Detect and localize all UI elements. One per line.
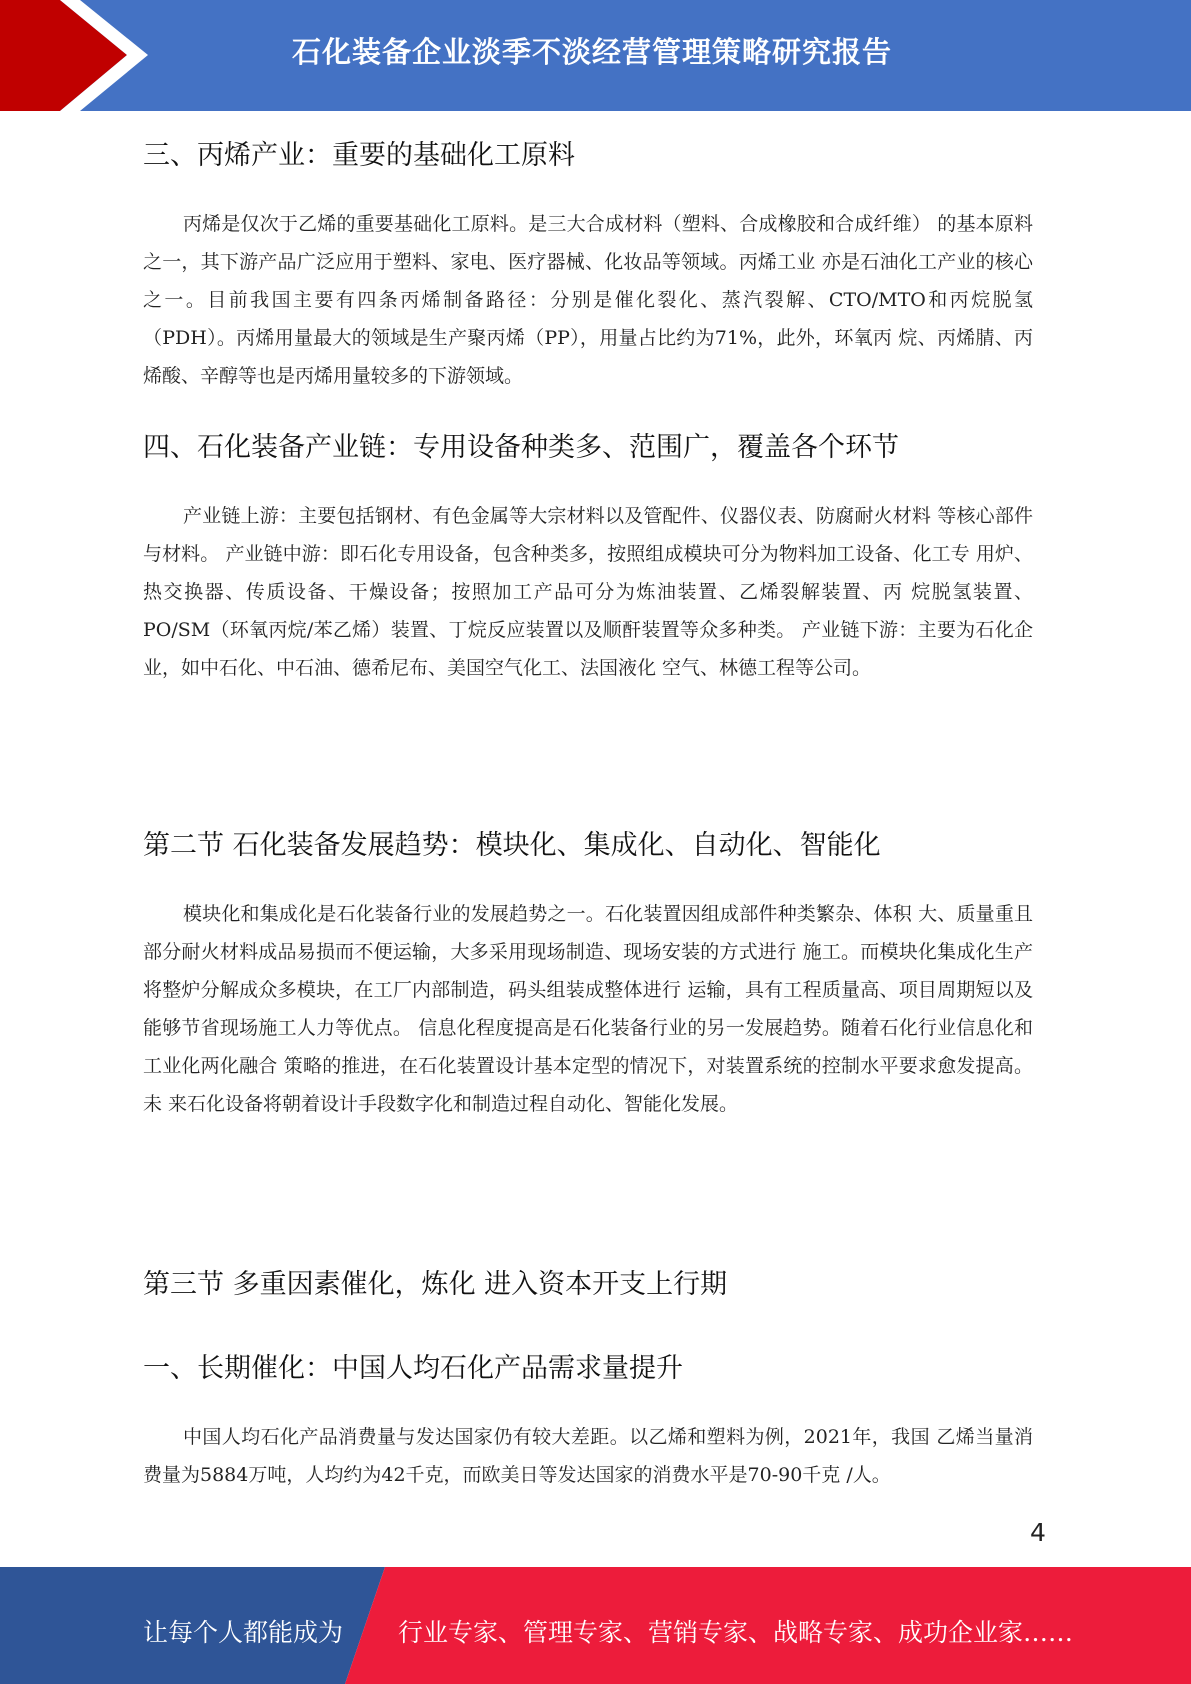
footer-slogan-left: 让每个人都能成为 [143, 1618, 344, 1647]
section-heading-trends: 第二节 石化装备发展趋势：模块化、集成化、自动化、智能化 [143, 830, 881, 861]
page-footer [0, 1567, 1191, 1684]
paragraph-trends: 模块化和集成化是石化装备行业的发展趋势之一。石化装置因组成部件种类繁杂、体积 大、质量重且部分耐火材料成品易损而不便运输，大多采用现场制造、现场安装的方式进行 施工。而模块化集成化生产将整炉分解成众多模块，在工厂内部制造，码头组装成整体进行 运输，具有工程质量高、项目周期短以及能够节省现场施工人力等优点。 信息化程度提高是石化装备行业的另一发展趋势。随着石化行业信息化和工业化两化融合 策略的推进，在石化装置设计基本定型的情况下，对装置系统的控制水平要求愈发提高。未 来石化设备将朝着设计手段数字化和制造过程自动化、智能化发展。 [143, 903, 1033, 1115]
footer-slogan-right: 行业专家、管理专家、营销专家、战略专家、成功企业家…… [398, 1618, 1074, 1647]
paragraph-industry-chain: 产业链上游：主要包括钢材、有色金属等大宗材料以及管配件、仪器仪表、防腐耐火材料 等核心部件与材料。 产业链中游：即石化专用设备，包含种类多，按照组成模块可分为物料加工设备、化工专 用炉、热交换器、传质设备、干燥设备；按照加工产品可分为炼油装置、乙烯裂解装置、丙 烷脱氢装置、PO/SM（环氧丙烷/苯乙烯）装置、丁烷反应装置以及顺酐装置等众多种类。 产业链下游：主要为石化企业，如中石化、中石油、德希尼布、美国空气化工、法国液化 空气、林德工程等公司。 [143, 505, 1033, 679]
page-header [0, 0, 1191, 111]
document-title: 石化装备企业淡季不淡经营管理策略研究报告 [292, 35, 893, 69]
paragraph-propylene: 丙烯是仅次于乙烯的重要基础化工原料。是三大合成材料（塑料、合成橡胶和合成纤维） 的基本原料之一，其下游产品广泛应用于塑料、家电、医疗器械、化妆品等领域。丙烯工业 亦是石油化工产业的核心之一。目前我国主要有四条丙烯制备路径：分别是催化裂化、蒸汽裂解、CTO/MTO和丙烷脱氢 （PDH）。丙烯用量最大的领域是生产聚丙烯（PP），用量占比约为71%，此外，环氧丙 烷、丙烯腈、丙烯酸、辛醇等也是丙烯用量较多的下游领域。 [143, 213, 1033, 387]
section-heading-capex: 第三节 多重因素催化，炼化 进入资本开支上行期 [143, 1269, 728, 1300]
page-number: 4 [1030, 1518, 1046, 1547]
section-heading-long-term: 一、长期催化：中国人均石化产品需求量提升 [143, 1353, 683, 1384]
paragraph-long-term: 中国人均石化产品消费量与发达国家仍有较大差距。以乙烯和塑料为例，2021年，我国 乙烯当量消费量为5884万吨，人均约为42千克，而欧美日等发达国家的消费水平是70-90千克 /人。 [143, 1426, 1033, 1486]
section-heading-industry-chain: 四、石化装备产业链：专用设备种类多、范围广，覆盖各个环节 [143, 432, 899, 463]
section-heading-propylene: 三、丙烯产业：重要的基础化工原料 [143, 140, 575, 171]
